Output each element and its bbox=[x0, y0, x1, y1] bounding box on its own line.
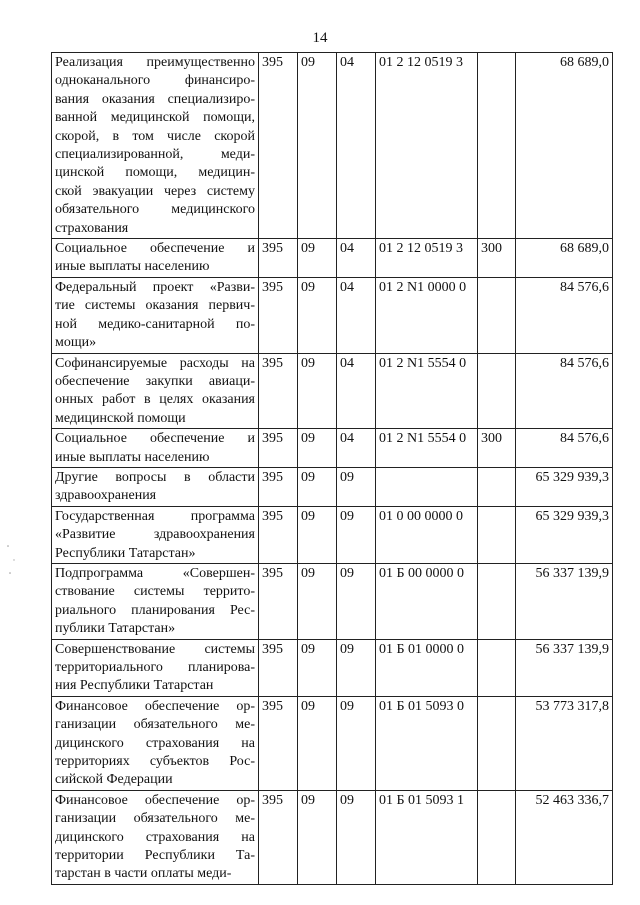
cell-department-code: 395 bbox=[259, 277, 298, 353]
cell-item-name bbox=[52, 429, 259, 468]
item-name-line: территориях субъектов Рос- bbox=[55, 754, 255, 770]
item-name-line: ванной медицинской помощи, bbox=[55, 110, 255, 126]
cell-subsection-code: 04 bbox=[337, 429, 376, 468]
item-name-line: Федеральный проект «Разви- bbox=[55, 279, 255, 295]
item-name-line: здравоохранения bbox=[55, 488, 157, 504]
cell-department-code: 395 bbox=[259, 563, 298, 639]
cell-section-code: 09 bbox=[298, 239, 337, 278]
cell-department-code: 395 bbox=[259, 239, 298, 278]
table-row bbox=[52, 696, 613, 790]
item-name-line: сийской Федерации bbox=[55, 772, 173, 788]
item-name-line: Реализация преимущественно bbox=[55, 55, 255, 70]
cell-amount: 65 329 939,3 bbox=[516, 467, 613, 506]
cell-department-code: 395 bbox=[259, 467, 298, 506]
table-row bbox=[52, 53, 613, 239]
item-name-line: территориального планирова- bbox=[55, 660, 255, 675]
item-name-line: страхования bbox=[55, 220, 129, 236]
cell-section-code: 09 bbox=[298, 639, 337, 696]
cell-target-article-code: 01 2 N1 5554 0 bbox=[376, 353, 478, 429]
cell-expense-type-code bbox=[478, 277, 516, 353]
item-name-line: ганизации обязательного ме- bbox=[55, 717, 255, 733]
budget-table bbox=[51, 52, 613, 885]
cell-subsection-code: 04 bbox=[337, 277, 376, 353]
cell-department-code: 395 bbox=[259, 353, 298, 429]
cell-item-name bbox=[52, 353, 259, 429]
cell-subsection-code: 09 bbox=[337, 790, 376, 884]
cell-department-code: 395 bbox=[259, 53, 298, 239]
item-name-line: иные выплаты населению bbox=[55, 449, 210, 465]
item-name-line: Социальное обеспечение и bbox=[55, 241, 255, 257]
cell-target-article-code: 01 2 12 0519 3 bbox=[376, 53, 478, 239]
item-name-line: тие системы оказания первич- bbox=[55, 298, 255, 314]
item-name-line: Республики Татарстан» bbox=[55, 545, 196, 561]
cell-amount: 52 463 336,7 bbox=[516, 790, 613, 884]
cell-target-article-code: 01 Б 01 5093 1 bbox=[376, 790, 478, 884]
item-name-line: медицинской помощи bbox=[55, 410, 186, 426]
item-name-line: Государственная программа bbox=[55, 508, 255, 524]
cell-section-code: 09 bbox=[298, 277, 337, 353]
cell-department-code: 395 bbox=[259, 429, 298, 468]
cell-item-name bbox=[52, 53, 259, 239]
budget-table-body bbox=[52, 53, 613, 885]
cell-section-code: 09 bbox=[298, 790, 337, 884]
cell-amount: 68 689,0 bbox=[516, 53, 613, 239]
cell-department-code: 395 bbox=[259, 506, 298, 563]
item-name-line: ской эвакуации через систему bbox=[55, 183, 255, 199]
item-name-line: Подпрограмма «Совершен- bbox=[55, 565, 255, 581]
cell-target-article-code: 01 Б 01 0000 0 bbox=[376, 639, 478, 696]
item-name-line: ния Республики Татарстан bbox=[55, 678, 214, 694]
table-row bbox=[52, 506, 613, 563]
cell-item-name bbox=[52, 563, 259, 639]
cell-item-name bbox=[52, 696, 259, 790]
cell-target-article-code: 01 Б 01 5093 0 bbox=[376, 696, 478, 790]
cell-amount: 84 576,6 bbox=[516, 353, 613, 429]
item-name-line: специализированной, меди- bbox=[55, 147, 255, 163]
item-name-line: скорой, в том числе скорой bbox=[55, 128, 255, 144]
cell-subsection-code: 09 bbox=[337, 467, 376, 506]
cell-item-name bbox=[52, 506, 259, 563]
cell-subsection-code: 09 bbox=[337, 639, 376, 696]
cell-expense-type-code bbox=[478, 353, 516, 429]
item-name-line: тарстан в части оплаты меди- bbox=[55, 866, 232, 882]
cell-amount: 68 689,0 bbox=[516, 239, 613, 278]
item-name-line: обеспечение закупки авиаци- bbox=[55, 373, 255, 389]
cell-subsection-code: 09 bbox=[337, 696, 376, 790]
cell-target-article-code: 01 2 N1 5554 0 bbox=[376, 429, 478, 468]
cell-target-article-code: 01 2 12 0519 3 bbox=[376, 239, 478, 278]
cell-amount: 56 337 139,9 bbox=[516, 563, 613, 639]
cell-section-code: 09 bbox=[298, 696, 337, 790]
table-row bbox=[52, 467, 613, 506]
item-name-line: «Развитие здравоохранения bbox=[55, 527, 255, 543]
cell-amount: 56 337 139,9 bbox=[516, 639, 613, 696]
cell-amount: 84 576,6 bbox=[516, 429, 613, 468]
cell-subsection-code: 04 bbox=[337, 239, 376, 278]
item-name-line: Финансовое обеспечение ор- bbox=[55, 792, 255, 808]
cell-target-article-code: 01 0 00 0000 0 bbox=[376, 506, 478, 563]
cell-expense-type-code bbox=[478, 506, 516, 563]
cell-subsection-code: 09 bbox=[337, 506, 376, 563]
cell-department-code: 395 bbox=[259, 790, 298, 884]
table-row bbox=[52, 563, 613, 639]
table-row bbox=[52, 277, 613, 353]
table-row bbox=[52, 639, 613, 696]
item-name-line: Социальное обеспечение и bbox=[55, 431, 255, 447]
item-name-line: мощи» bbox=[55, 335, 97, 351]
item-name-line: вания оказания специализиро- bbox=[55, 91, 255, 107]
item-name-line: Финансовое обеспечение ор- bbox=[55, 698, 255, 714]
cell-target-article-code: 01 Б 00 0000 0 bbox=[376, 563, 478, 639]
cell-section-code: 09 bbox=[298, 429, 337, 468]
cell-expense-type-code bbox=[478, 696, 516, 790]
table-row bbox=[52, 239, 613, 278]
cell-item-name bbox=[52, 790, 259, 884]
cell-item-name bbox=[52, 239, 259, 278]
item-name-line: иные выплаты населению bbox=[55, 259, 210, 275]
cell-department-code: 395 bbox=[259, 696, 298, 790]
cell-target-article-code: 01 2 N1 0000 0 bbox=[376, 277, 478, 353]
table-row bbox=[52, 353, 613, 429]
cell-expense-type-code bbox=[478, 467, 516, 506]
item-name-line: территории Республики Та- bbox=[55, 848, 255, 864]
cell-target-article-code bbox=[376, 467, 478, 506]
item-name-line: ствование системы террито- bbox=[55, 584, 255, 600]
cell-section-code: 09 bbox=[298, 353, 337, 429]
table-row bbox=[52, 790, 613, 884]
item-name-line: Софинансируемые расходы на bbox=[55, 355, 255, 371]
item-name-line: ганизации обязательного ме- bbox=[55, 811, 255, 827]
cell-expense-type-code: 300 bbox=[478, 429, 516, 468]
cell-section-code: 09 bbox=[298, 506, 337, 563]
item-name-line: ной медико-санитарной по- bbox=[55, 316, 255, 332]
item-name-line: публики Татарстан» bbox=[55, 621, 176, 637]
cell-subsection-code: 09 bbox=[337, 563, 376, 639]
item-name-line: одноканального финансиро- bbox=[55, 73, 255, 89]
cell-expense-type-code: 300 bbox=[478, 239, 516, 278]
cell-section-code: 09 bbox=[298, 467, 337, 506]
item-name-line: цинской помощи, медицин- bbox=[55, 165, 255, 181]
item-name-line: риального планирования Рес- bbox=[55, 602, 255, 618]
cell-expense-type-code bbox=[478, 563, 516, 639]
cell-subsection-code: 04 bbox=[337, 53, 376, 239]
cell-expense-type-code bbox=[478, 53, 516, 239]
cell-amount: 53 773 317,8 bbox=[516, 696, 613, 790]
item-name-line: дицинского страхования на bbox=[55, 735, 255, 751]
cell-section-code: 09 bbox=[298, 53, 337, 239]
cell-section-code: 09 bbox=[298, 563, 337, 639]
cell-item-name bbox=[52, 467, 259, 506]
page-number: 14 bbox=[312, 30, 328, 46]
cell-amount: 84 576,6 bbox=[516, 277, 613, 353]
scan-margin-marks bbox=[0, 540, 24, 580]
item-name-line: обязательного медицинского bbox=[55, 202, 255, 218]
cell-item-name bbox=[52, 639, 259, 696]
item-name-line: дицинского страхования на bbox=[55, 829, 255, 845]
cell-expense-type-code bbox=[478, 790, 516, 884]
cell-amount: 65 329 939,3 bbox=[516, 506, 613, 563]
table-row bbox=[52, 429, 613, 468]
cell-subsection-code: 04 bbox=[337, 353, 376, 429]
item-name-line: Другие вопросы в области bbox=[55, 469, 255, 485]
cell-expense-type-code bbox=[478, 639, 516, 696]
item-name-line: онных работ в целях оказания bbox=[55, 392, 255, 408]
item-name-line: Совершенствование системы bbox=[55, 641, 255, 657]
cell-department-code: 395 bbox=[259, 639, 298, 696]
cell-item-name bbox=[52, 277, 259, 353]
